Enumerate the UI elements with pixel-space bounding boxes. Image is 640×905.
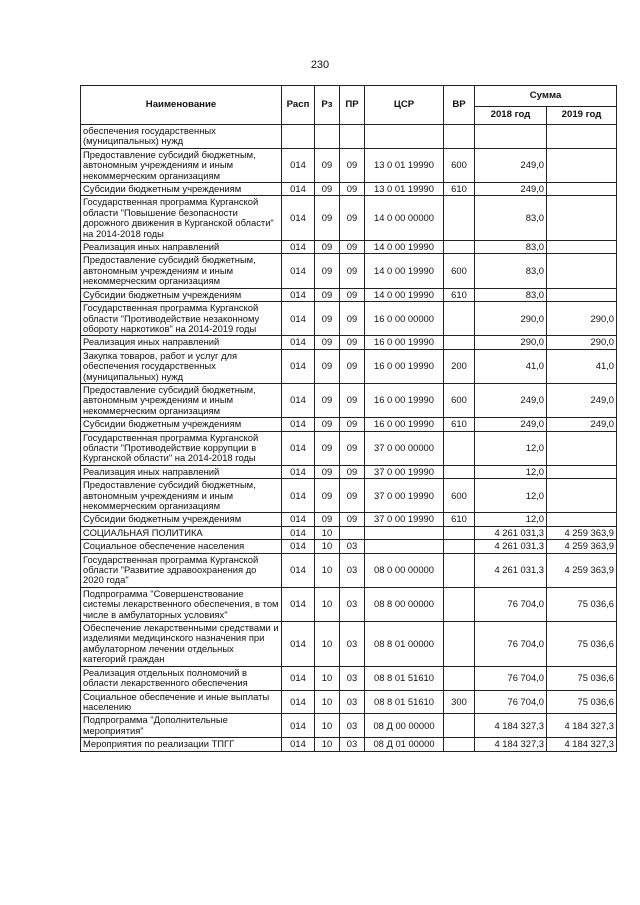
row-sum-2018: 249,0 <box>475 418 547 431</box>
row-vr: 600 <box>444 383 475 417</box>
row-csr: 08 8 01 00000 <box>365 622 444 667</box>
row-sum-2019 <box>547 148 617 182</box>
table-row <box>81 349 617 383</box>
row-vr <box>444 431 475 465</box>
row-rasp: 014 <box>282 336 315 349</box>
row-rasp: 014 <box>282 302 315 336</box>
row-sum-2018: 290,0 <box>475 302 547 336</box>
table-row <box>81 302 617 336</box>
row-sum-2019: 75 036,6 <box>547 666 617 690</box>
row-name: Субсидии бюджетным учреждениям <box>81 288 282 301</box>
row-csr: 08 8 01 51610 <box>365 690 444 714</box>
row-sum-2018: 4 184 327,3 <box>475 738 547 751</box>
row-rz: 09 <box>315 288 340 301</box>
row-vr: 200 <box>444 349 475 383</box>
row-pr: 09 <box>340 349 365 383</box>
row-pr <box>340 526 365 539</box>
table-row <box>81 383 617 417</box>
row-vr <box>444 526 475 539</box>
row-pr: 09 <box>340 183 365 196</box>
row-sum-2019: 41,0 <box>547 349 617 383</box>
row-rz: 09 <box>315 148 340 182</box>
row-sum-2018: 4 261 031,3 <box>475 540 547 553</box>
row-sum-2018: 83,0 <box>475 196 547 241</box>
row-name: Предоставление субсидий бюджетным, автономным учреждениям и иным некоммерческим организациям <box>81 148 282 182</box>
row-sum-2018: 83,0 <box>475 288 547 301</box>
row-rasp: 014 <box>282 587 315 621</box>
row-vr: 610 <box>444 418 475 431</box>
row-sum-2019 <box>547 241 617 254</box>
row-rasp: 014 <box>282 465 315 478</box>
row-pr: 09 <box>340 148 365 182</box>
row-rz: 10 <box>315 690 340 714</box>
row-csr: 13 0 01 19990 <box>365 148 444 182</box>
table-row <box>81 553 617 587</box>
table-row <box>81 666 617 690</box>
row-csr: 08 Д 00 00000 <box>365 714 444 738</box>
row-csr: 14 0 00 19990 <box>365 241 444 254</box>
row-csr: 16 0 00 19990 <box>365 349 444 383</box>
row-sum-2019 <box>547 196 617 241</box>
row-rasp: 014 <box>282 288 315 301</box>
row-sum-2019: 75 036,6 <box>547 690 617 714</box>
row-name: Мероприятия по реализации ТПГГ <box>81 738 282 751</box>
table-row <box>81 622 617 667</box>
row-vr <box>444 336 475 349</box>
table-row <box>81 183 617 196</box>
row-rasp: 014 <box>282 241 315 254</box>
row-name: Социальное обеспечение населения <box>81 540 282 553</box>
row-rz: 10 <box>315 738 340 751</box>
row-rasp: 014 <box>282 622 315 667</box>
row-csr: 14 0 00 19990 <box>365 254 444 288</box>
row-vr <box>444 241 475 254</box>
row-sum-2019 <box>547 513 617 526</box>
row-sum-2018: 12,0 <box>475 431 547 465</box>
row-name: Реализация отдельных полномочий в области лекарственного обеспечения <box>81 666 282 690</box>
row-vr <box>444 553 475 587</box>
row-pr: 03 <box>340 738 365 751</box>
row-rasp: 014 <box>282 553 315 587</box>
row-name: Государственная программа Курганской области "Развитие здравоохранения до 2020 года" <box>81 553 282 587</box>
row-vr: 600 <box>444 254 475 288</box>
row-sum-2018: 83,0 <box>475 254 547 288</box>
row-sum-2019: 4 259 363,9 <box>547 526 617 539</box>
row-sum-2018: 249,0 <box>475 148 547 182</box>
row-name: Реализация иных направлений <box>81 241 282 254</box>
row-sum-2018: 249,0 <box>475 183 547 196</box>
row-rz: 09 <box>315 465 340 478</box>
table-row <box>81 254 617 288</box>
row-name: Государственная программа Курганской области "Противодействие коррупции в Курганской области" на 2014-2018 годы <box>81 431 282 465</box>
row-pr: 03 <box>340 540 365 553</box>
row-rasp: 014 <box>282 183 315 196</box>
row-csr: 37 0 00 19990 <box>365 513 444 526</box>
row-vr <box>444 465 475 478</box>
row-sum-2018: 4 261 031,3 <box>475 526 547 539</box>
row-name: Субсидии бюджетным учреждениям <box>81 183 282 196</box>
table-row <box>81 241 617 254</box>
row-sum-2019: 249,0 <box>547 418 617 431</box>
row-pr: 09 <box>340 418 365 431</box>
row-sum-2018: 249,0 <box>475 383 547 417</box>
row-vr <box>444 714 475 738</box>
table-row <box>81 738 617 751</box>
row-pr: 03 <box>340 714 365 738</box>
row-vr: 600 <box>444 479 475 513</box>
row-csr: 16 0 00 19990 <box>365 336 444 349</box>
row-sum-2018: 290,0 <box>475 336 547 349</box>
row-vr: 610 <box>444 513 475 526</box>
row-vr: 600 <box>444 148 475 182</box>
table-row <box>81 479 617 513</box>
row-pr: 09 <box>340 288 365 301</box>
row-rz: 09 <box>315 241 340 254</box>
table-row <box>81 148 617 182</box>
row-pr: 03 <box>340 587 365 621</box>
row-sum-2018: 83,0 <box>475 241 547 254</box>
row-sum-2018: 4 184 327,3 <box>475 714 547 738</box>
row-sum-2019 <box>547 479 617 513</box>
table-row <box>81 690 617 714</box>
row-sum-2018: 12,0 <box>475 465 547 478</box>
row-rz: 09 <box>315 196 340 241</box>
row-name: Подпрограмма "Совершенствование системы лекарственного обеспечения, в том числе в амбулаторных условиях" <box>81 587 282 621</box>
row-name: Реализация иных направлений <box>81 465 282 478</box>
row-rz: 10 <box>315 587 340 621</box>
row-pr: 09 <box>340 254 365 288</box>
row-sum-2019: 290,0 <box>547 302 617 336</box>
table-row <box>81 288 617 301</box>
row-csr: 14 0 00 19990 <box>365 288 444 301</box>
row-csr: 13 0 01 19990 <box>365 183 444 196</box>
header-rz: Рз <box>315 86 340 125</box>
row-pr: 09 <box>340 336 365 349</box>
row-rasp: 014 <box>282 196 315 241</box>
row-pr: 03 <box>340 690 365 714</box>
row-pr: 09 <box>340 196 365 241</box>
row-sum-2018: 41,0 <box>475 349 547 383</box>
row-sum-2019: 75 036,6 <box>547 587 617 621</box>
row-rz: 09 <box>315 254 340 288</box>
row-rasp: 014 <box>282 714 315 738</box>
row-name: Обеспечение лекарственными средствами и изделиями медицинского назначения при амбулаторном лечении отдельных категорий граждан <box>81 622 282 667</box>
row-name: СОЦИАЛЬНАЯ ПОЛИТИКА <box>81 526 282 539</box>
row-rz: 10 <box>315 526 340 539</box>
row-sum-2019: 4 259 363,9 <box>547 553 617 587</box>
row-vr <box>444 196 475 241</box>
row-sum-2018 <box>475 125 547 149</box>
header-vr: ВР <box>444 86 475 125</box>
row-sum-2019: 4 184 327,3 <box>547 738 617 751</box>
row-csr: 08 8 01 51610 <box>365 666 444 690</box>
row-rz: 09 <box>315 479 340 513</box>
header-sum: Сумма <box>475 86 617 107</box>
row-vr <box>444 302 475 336</box>
row-sum-2018: 12,0 <box>475 479 547 513</box>
row-csr: 08 8 00 00000 <box>365 587 444 621</box>
row-name: Предоставление субсидий бюджетным, автономным учреждениям и иным некоммерческим организациям <box>81 479 282 513</box>
row-rz: 09 <box>315 183 340 196</box>
row-name: Субсидии бюджетным учреждениям <box>81 513 282 526</box>
row-rz: 09 <box>315 431 340 465</box>
row-rz: 09 <box>315 302 340 336</box>
row-name: Государственная программа Курганской области "Повышение безопасности дорожного движения в Курганской области" на 2014-2018 годы <box>81 196 282 241</box>
table-row <box>81 540 617 553</box>
table-row <box>81 714 617 738</box>
table-row <box>81 418 617 431</box>
row-rasp: 014 <box>282 148 315 182</box>
row-name: Подпрограмма "Дополнительные мероприятия" <box>81 714 282 738</box>
row-vr <box>444 540 475 553</box>
row-rasp: 014 <box>282 690 315 714</box>
header-rasp: Расп <box>282 86 315 125</box>
row-pr: 09 <box>340 383 365 417</box>
row-rasp <box>282 125 315 149</box>
header-name: Наименование <box>81 86 282 125</box>
row-name: Закупка товаров, работ и услуг для обеспечения государственных (муниципальных) нужд <box>81 349 282 383</box>
row-rasp: 014 <box>282 254 315 288</box>
page-number: 230 <box>310 59 330 71</box>
row-pr: 03 <box>340 666 365 690</box>
row-name: Государственная программа Курганской области "Противодействие незаконному обороту наркотиков" на 2014-2019 годы <box>81 302 282 336</box>
row-rasp: 014 <box>282 513 315 526</box>
row-sum-2019 <box>547 288 617 301</box>
row-rz: 10 <box>315 622 340 667</box>
header-pr: ПР <box>340 86 365 125</box>
row-csr: 08 0 00 00000 <box>365 553 444 587</box>
row-rz: 10 <box>315 553 340 587</box>
row-csr: 37 0 00 19990 <box>365 479 444 513</box>
row-vr <box>444 622 475 667</box>
row-sum-2019 <box>547 431 617 465</box>
row-sum-2019: 4 184 327,3 <box>547 714 617 738</box>
row-csr <box>365 526 444 539</box>
table-body <box>81 125 617 752</box>
row-csr: 08 Д 01 00000 <box>365 738 444 751</box>
row-sum-2019 <box>547 465 617 478</box>
row-name: Субсидии бюджетным учреждениям <box>81 418 282 431</box>
row-csr: 16 0 00 00000 <box>365 302 444 336</box>
table-row <box>81 526 617 539</box>
budget-table <box>80 85 617 752</box>
row-rz: 09 <box>315 336 340 349</box>
table-row <box>81 465 617 478</box>
row-sum-2019 <box>547 183 617 196</box>
table-row <box>81 431 617 465</box>
row-rasp: 014 <box>282 383 315 417</box>
row-vr: 300 <box>444 690 475 714</box>
row-sum-2018: 76 704,0 <box>475 666 547 690</box>
row-pr: 09 <box>340 431 365 465</box>
row-name: обеспечения государственных (муниципальных) нужд <box>81 125 282 149</box>
row-sum-2018: 12,0 <box>475 513 547 526</box>
row-rasp: 014 <box>282 431 315 465</box>
row-csr: 16 0 00 19990 <box>365 383 444 417</box>
row-rz: 09 <box>315 349 340 383</box>
header-2018: 2018 год <box>475 107 547 125</box>
row-pr: 09 <box>340 302 365 336</box>
row-sum-2019: 249,0 <box>547 383 617 417</box>
row-sum-2018: 76 704,0 <box>475 622 547 667</box>
row-csr: 16 0 00 19990 <box>365 418 444 431</box>
table-row <box>81 125 617 149</box>
row-csr <box>365 540 444 553</box>
row-pr <box>340 125 365 149</box>
row-vr <box>444 125 475 149</box>
row-pr: 03 <box>340 553 365 587</box>
row-name: Социальное обеспечение и иные выплаты населению <box>81 690 282 714</box>
row-pr: 09 <box>340 513 365 526</box>
row-csr: 37 0 00 00000 <box>365 431 444 465</box>
row-rz: 09 <box>315 513 340 526</box>
row-vr <box>444 587 475 621</box>
header-csr: ЦСР <box>365 86 444 125</box>
row-sum-2018: 76 704,0 <box>475 690 547 714</box>
row-name: Реализация иных направлений <box>81 336 282 349</box>
row-sum-2018: 4 261 031,3 <box>475 553 547 587</box>
row-pr: 03 <box>340 622 365 667</box>
row-rasp: 014 <box>282 526 315 539</box>
row-rz: 10 <box>315 714 340 738</box>
row-csr: 14 0 00 00000 <box>365 196 444 241</box>
table-row <box>81 336 617 349</box>
row-rz: 09 <box>315 418 340 431</box>
header-row <box>81 86 617 107</box>
row-rasp: 014 <box>282 479 315 513</box>
row-rasp: 014 <box>282 418 315 431</box>
row-sum-2019: 290,0 <box>547 336 617 349</box>
row-rasp: 014 <box>282 349 315 383</box>
table-row <box>81 513 617 526</box>
row-sum-2018: 76 704,0 <box>475 587 547 621</box>
row-vr: 610 <box>444 183 475 196</box>
row-sum-2019: 4 259 363,9 <box>547 540 617 553</box>
row-sum-2019 <box>547 254 617 288</box>
row-rasp: 014 <box>282 540 315 553</box>
row-vr <box>444 738 475 751</box>
row-rasp: 014 <box>282 666 315 690</box>
table-row <box>81 587 617 621</box>
row-vr <box>444 666 475 690</box>
row-pr: 09 <box>340 479 365 513</box>
row-csr <box>365 125 444 149</box>
row-pr: 09 <box>340 465 365 478</box>
row-rz <box>315 125 340 149</box>
row-rz: 09 <box>315 383 340 417</box>
row-rz: 10 <box>315 666 340 690</box>
row-rasp: 014 <box>282 738 315 751</box>
row-name: Предоставление субсидий бюджетным, автономным учреждениям и иным некоммерческим организациям <box>81 254 282 288</box>
row-vr: 610 <box>444 288 475 301</box>
row-name: Предоставление субсидий бюджетным, автономным учреждениям и иным некоммерческим организациям <box>81 383 282 417</box>
row-sum-2019: 75 036,6 <box>547 622 617 667</box>
row-csr: 37 0 00 19990 <box>365 465 444 478</box>
header-2019: 2019 год <box>547 107 617 125</box>
row-pr: 09 <box>340 241 365 254</box>
row-sum-2019 <box>547 125 617 149</box>
row-rz: 10 <box>315 540 340 553</box>
table-row <box>81 196 617 241</box>
